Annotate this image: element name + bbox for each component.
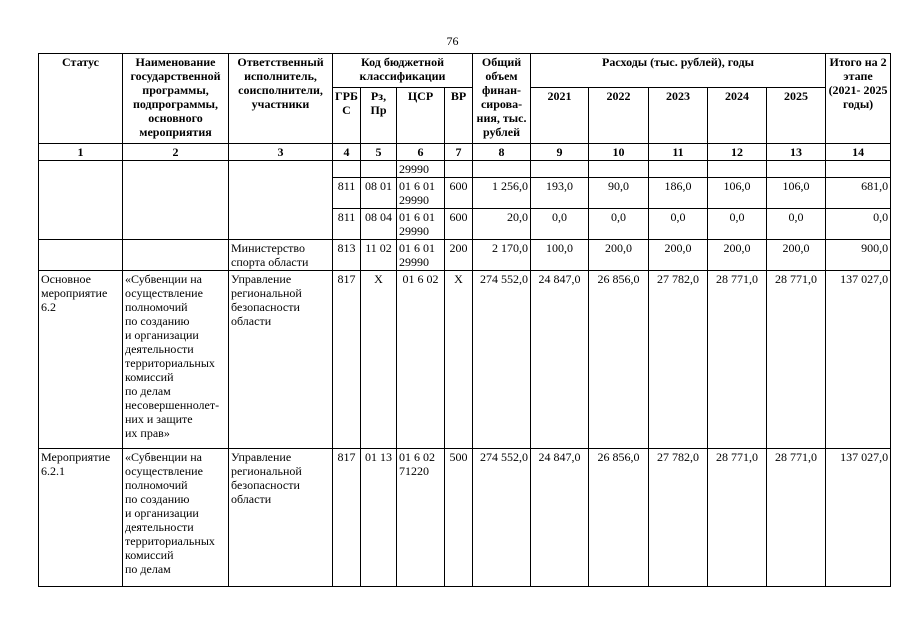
year-cell: 28 771,0 — [708, 271, 767, 449]
year-cell: 0,0 — [708, 209, 767, 240]
sum-cell: 137 027,0 — [826, 271, 891, 449]
sum-cell: 0,0 — [826, 209, 891, 240]
column-index-cell: 9 — [531, 144, 589, 161]
total-cell: 1 256,0 — [473, 178, 531, 209]
year-cell: 0,0 — [589, 209, 649, 240]
vr-cell: 500 — [445, 449, 473, 587]
total-cell: 274 552,0 — [473, 449, 531, 587]
header-status: Статус — [39, 54, 123, 144]
column-index-row — [39, 144, 891, 161]
csr-cell: 29990 — [397, 161, 445, 178]
column-index-cell: 13 — [767, 144, 826, 161]
rz-cell: 01 13 — [361, 449, 397, 587]
header-total-financing: Общий объем финан- сирова- ния, тыс. рублей — [473, 54, 531, 144]
status-cell — [39, 161, 123, 240]
grbs-cell: 811 — [333, 209, 361, 240]
name-cell — [123, 161, 229, 240]
header-year-2024: 2024 — [708, 88, 767, 144]
year-cell: 27 782,0 — [649, 271, 708, 449]
responsible-cell: Управление региональной безопасности области — [229, 271, 333, 449]
year-cell: 28 771,0 — [767, 271, 826, 449]
total-cell — [473, 161, 531, 178]
column-index-cell: 6 — [397, 144, 445, 161]
header-rz-pr: Рз, Пр — [361, 88, 397, 144]
header-expenses: Расходы (тыс. рублей), годы — [531, 54, 826, 88]
header-year-2025: 2025 — [767, 88, 826, 144]
year-cell — [649, 161, 708, 178]
grbs-cell: 817 — [333, 271, 361, 449]
header-responsible: Ответственный исполнитель, соисполнители, участники — [229, 54, 333, 144]
year-cell — [531, 161, 589, 178]
year-cell: 106,0 — [708, 178, 767, 209]
name-cell: «Субвенции на осуществление полномочий по созданию и организации деятельности территориальных комиссий по делам несовершеннолет- них и защите их прав» — [123, 271, 229, 449]
year-cell: 200,0 — [708, 240, 767, 271]
year-cell: 200,0 — [767, 240, 826, 271]
year-cell: 24 847,0 — [531, 449, 589, 587]
grbs-cell: 817 — [333, 449, 361, 587]
table-row — [39, 449, 891, 587]
rz-cell: Х — [361, 271, 397, 449]
csr-cell: 01 6 01 29990 — [397, 178, 445, 209]
year-cell: 28 771,0 — [767, 449, 826, 587]
header-row-top — [39, 54, 891, 88]
total-cell: 20,0 — [473, 209, 531, 240]
column-index-cell: 14 — [826, 144, 891, 161]
sum-cell — [826, 161, 891, 178]
total-cell: 274 552,0 — [473, 271, 531, 449]
name-cell: «Субвенции на осуществление полномочий по созданию и организации деятельности территориальных комиссий по делам — [123, 449, 229, 587]
header-vr: ВР — [445, 88, 473, 144]
status-cell: Мероприятие 6.2.1 — [39, 449, 123, 587]
year-cell: 200,0 — [649, 240, 708, 271]
vr-cell — [445, 161, 473, 178]
header-name: Наименование государственной программы, подпрограммы, основного мероприятия — [123, 54, 229, 144]
column-index-cell: 11 — [649, 144, 708, 161]
name-cell — [123, 240, 229, 271]
column-index-cell: 5 — [361, 144, 397, 161]
vr-cell: 600 — [445, 178, 473, 209]
year-cell: 27 782,0 — [649, 449, 708, 587]
column-index-cell: 10 — [589, 144, 649, 161]
vr-cell: 600 — [445, 209, 473, 240]
column-index-cell: 4 — [333, 144, 361, 161]
table-row — [39, 240, 891, 271]
sum-cell: 900,0 — [826, 240, 891, 271]
year-cell: 186,0 — [649, 178, 708, 209]
column-index-cell: 7 — [445, 144, 473, 161]
csr-cell: 01 6 02 71220 — [397, 449, 445, 587]
table-row — [39, 271, 891, 449]
column-index-cell: 1 — [39, 144, 123, 161]
year-cell: 90,0 — [589, 178, 649, 209]
year-cell — [708, 161, 767, 178]
responsible-cell: Управление региональной безопасности области — [229, 449, 333, 587]
year-cell: 0,0 — [767, 209, 826, 240]
header-grbs: ГРБ С — [333, 88, 361, 144]
sum-cell: 681,0 — [826, 178, 891, 209]
header-year-2021: 2021 — [531, 88, 589, 144]
year-cell: 193,0 — [531, 178, 589, 209]
rz-cell — [361, 161, 397, 178]
vr-cell: Х — [445, 271, 473, 449]
year-cell: 200,0 — [589, 240, 649, 271]
year-cell: 24 847,0 — [531, 271, 589, 449]
grbs-cell: 811 — [333, 178, 361, 209]
year-cell — [767, 161, 826, 178]
column-index-cell: 2 — [123, 144, 229, 161]
csr-cell: 01 6 01 29990 — [397, 240, 445, 271]
page-number: 76 — [446, 34, 459, 48]
column-index-cell: 12 — [708, 144, 767, 161]
total-cell: 2 170,0 — [473, 240, 531, 271]
header-csr: ЦСР — [397, 88, 445, 144]
header-stage-total: Итого на 2 этапе (2021- 2025 годы) — [826, 54, 891, 144]
year-cell: 100,0 — [531, 240, 589, 271]
grbs-cell — [333, 161, 361, 178]
year-cell: 0,0 — [531, 209, 589, 240]
budget-table — [38, 53, 891, 587]
year-cell: 106,0 — [767, 178, 826, 209]
year-cell — [589, 161, 649, 178]
rz-cell: 08 01 — [361, 178, 397, 209]
header-year-2023: 2023 — [649, 88, 708, 144]
status-cell — [39, 240, 123, 271]
responsible-cell: Министерство спорта области — [229, 240, 333, 271]
year-cell: 0,0 — [649, 209, 708, 240]
rz-cell: 11 02 — [361, 240, 397, 271]
csr-cell: 01 6 02 — [397, 271, 445, 449]
csr-cell: 01 6 01 29990 — [397, 209, 445, 240]
grbs-cell: 813 — [333, 240, 361, 271]
header-year-2022: 2022 — [589, 88, 649, 144]
sum-cell: 137 027,0 — [826, 449, 891, 587]
year-cell: 26 856,0 — [589, 449, 649, 587]
column-index-cell: 8 — [473, 144, 531, 161]
header-budget-code: Код бюджетной классификации — [333, 54, 473, 88]
year-cell: 28 771,0 — [708, 449, 767, 587]
responsible-cell — [229, 161, 333, 240]
rz-cell: 08 04 — [361, 209, 397, 240]
table-row — [39, 161, 891, 178]
year-cell: 26 856,0 — [589, 271, 649, 449]
column-index-cell: 3 — [229, 144, 333, 161]
status-cell: Основное мероприятие 6.2 — [39, 271, 123, 449]
vr-cell: 200 — [445, 240, 473, 271]
